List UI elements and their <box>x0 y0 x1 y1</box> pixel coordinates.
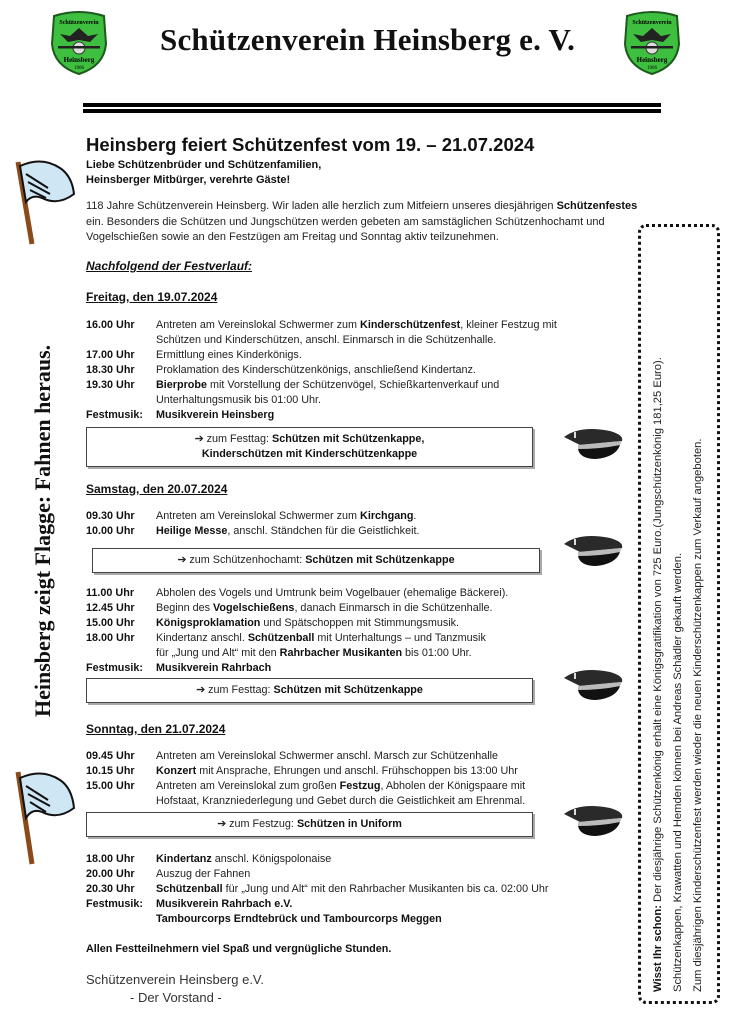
club-crest-right <box>619 10 685 76</box>
dress-code-note: ➔ zum Festzug: Schützen in Uniform <box>86 812 533 837</box>
info-line: Wisst Ihr schon: Der diesjährige Schützenkönig erhält eine Königsgratifikation von 725 Euro.(Jungschützenkönig 181,25 Euro). <box>652 357 664 992</box>
crest-text-name: Heinsberg <box>636 56 668 64</box>
event-row: 15.00 Uhr Königsproklamation und Spätschoppen mit Stimmungsmusik. <box>86 617 460 629</box>
flag-icon <box>8 768 80 868</box>
crest-text-top: Schützenverein <box>59 20 99 26</box>
arrow-right-icon: ➔ <box>217 818 227 830</box>
event-row: 10.15 Uhr Konzert mit Ansprache, Ehrungen und anschl. Frühschoppen bis 13:00 Uhr <box>86 765 518 777</box>
greeting-line: Heinsberger Mitbürger, verehrte Gäste! <box>86 174 291 186</box>
info-line: Schützenkappen, Krawatten und Hemden können bei Andreas Schädler gekauft werden. <box>672 552 684 992</box>
cap-icon <box>560 530 626 570</box>
festverlauf-heading: Nachfolgend der Festverlauf: <box>86 259 253 273</box>
cap-icon <box>560 664 626 704</box>
event-row-festmusik: Festmusik: Musikverein Heinsberg <box>86 409 275 421</box>
event-row: 12.45 Uhr Beginn des Vogelschießens, danach Einmarsch in die Schützenhalle. <box>86 602 493 614</box>
event-row: 17.00 Uhr Ermittlung eines Kinderkönigs. <box>86 349 302 361</box>
intro-paragraph: 118 Jahre Schützenverein Heinsberg. Wir laden alle herzlich zum Mitfeiern unseres diesjährigen Schützenfestes ein. Besonders die Schützen und Jungschützen werden gebeten am samstäglichen Schützenhochamt und Vogelschießen sowie an den Festzügen am Freitag und Sonntag aktiv teilzunehmen. <box>86 200 638 243</box>
cap-icon <box>560 423 626 463</box>
day-heading-friday: Freitag, den 19.07.2024 <box>86 290 218 304</box>
signature-club: Schützenverein Heinsberg e.V. <box>86 972 265 987</box>
dress-code-note: ➔ zum Festtag: Schützen mit Schützenkappe, Kinderschützen mit Kinderschützenkappe <box>86 427 533 467</box>
crest-text-name: Heinsberg <box>63 56 95 64</box>
event-row: 20.00 Uhr Auszug der Fahnen <box>86 868 251 880</box>
club-title: Schützenverein Heinsberg e. V. <box>160 22 576 57</box>
club-crest-left <box>46 10 112 76</box>
event-row: 18.00 Uhr Kindertanz anschl. Königspolonaise <box>86 853 332 865</box>
crest-text-year: 1906 <box>647 66 657 71</box>
arrow-right-icon: ➔ <box>194 433 204 445</box>
event-row-festmusik: Festmusik: Musikverein Rahrbach <box>86 662 272 674</box>
header-rule-bottom <box>83 109 661 113</box>
event-row-festmusik: Festmusik: Musikverein Rahrbach e.V. <box>86 898 293 910</box>
signature-board: - Der Vorstand - <box>130 990 222 1005</box>
headline: Heinsberg feiert Schützenfest vom 19. – 21.07.2024 <box>86 134 535 155</box>
event-row: 18.00 Uhr Kindertanz anschl. Schützenball mit Unterhaltungs – und Tanzmusik <box>86 632 486 644</box>
day-heading-saturday: Samstag, den 20.07.2024 <box>86 482 228 496</box>
event-row: 18.30 Uhr Proklamation des Kinderschützenkönigs, anschließend Kindertanz. <box>86 364 476 376</box>
event-row: 19.30 Uhr Bierprobe mit Vorstellung der Schützenvögel, Schießkartenverkauf und Unterhaltungsmusik bis 01:00 Uhr. <box>86 379 500 406</box>
arrow-right-icon: ➔ <box>177 554 187 566</box>
event-row: 11.00 Uhr Abholen des Vogels und Umtrunk beim Vogelbauer (ehemalige Bäckerei). <box>86 587 509 599</box>
crest-text-top: Schützenverein <box>632 20 672 26</box>
header-rule-top <box>83 103 661 107</box>
arrow-right-icon: ➔ <box>196 684 206 696</box>
dress-code-note: ➔ zum Schützenhochamt: Schützen mit Schützenkappe <box>92 548 540 573</box>
event-row: 15.00 Uhr Antreten am Vereinslokal zum großen Festzug, Abholen der Königspaare mit Hofstaat, Kranzniederlegung und Gebet durch die Geistlichkeit am Ehrenmal. <box>86 780 526 807</box>
event-row: 10.00 Uhr Heilige Messe, anschl. Ständchen für die Geistlichkeit. <box>86 525 420 537</box>
event-row: 09.45 Uhr Antreten am Vereinslokal Schwermer anschl. Marsch zur Schützenhalle <box>86 750 499 762</box>
greeting <box>86 158 321 188</box>
info-box-text <box>648 232 708 992</box>
event-row: 09.30 Uhr Antreten am Vereinslokal Schwermer zum Kirchgang. <box>86 510 417 522</box>
event-row: 20.30 Uhr Schützenball für „Jung und Alt“ mit den Rahrbacher Musikanten bis ca. 02:00 Uhr <box>86 883 549 895</box>
greeting-line: Liebe Schützenbrüder und Schützenfamilien, <box>86 159 322 171</box>
event-row: für „Jung und Alt“ mit den Rahrbacher Musikanten bis 01:00 Uhr. <box>156 647 472 659</box>
closing-line: Allen Festteilnehmern viel Spaß und vergnügliche Stunden. <box>86 943 392 955</box>
side-slogan: Heinsberg zeigt Flagge: Fahnen heraus. <box>30 344 55 717</box>
event-row-festmusik: Tambourcorps Erndtebrück und Tambourcorps Meggen <box>156 913 442 925</box>
flag-icon <box>8 158 80 246</box>
crest-text-year: 1906 <box>74 66 84 71</box>
info-line: Zum diesjährigen Kinderschützenfest werden wieder die neuen Kinderschützenkappen zum Verkauf angeboten. <box>692 438 704 992</box>
dress-code-note: ➔ zum Festtag: Schützen mit Schützenkappe <box>86 678 533 703</box>
cap-icon <box>560 800 626 840</box>
event-row: 16.00 Uhr Antreten am Vereinslokal Schwermer zum Kinderschützenfest, kleiner Festzug mit Schützen und Kinderschützen, anschl. Einmarsch in die Schützenhalle. <box>86 319 557 346</box>
day-heading-sunday: Sonntag, den 21.07.2024 <box>86 722 226 736</box>
